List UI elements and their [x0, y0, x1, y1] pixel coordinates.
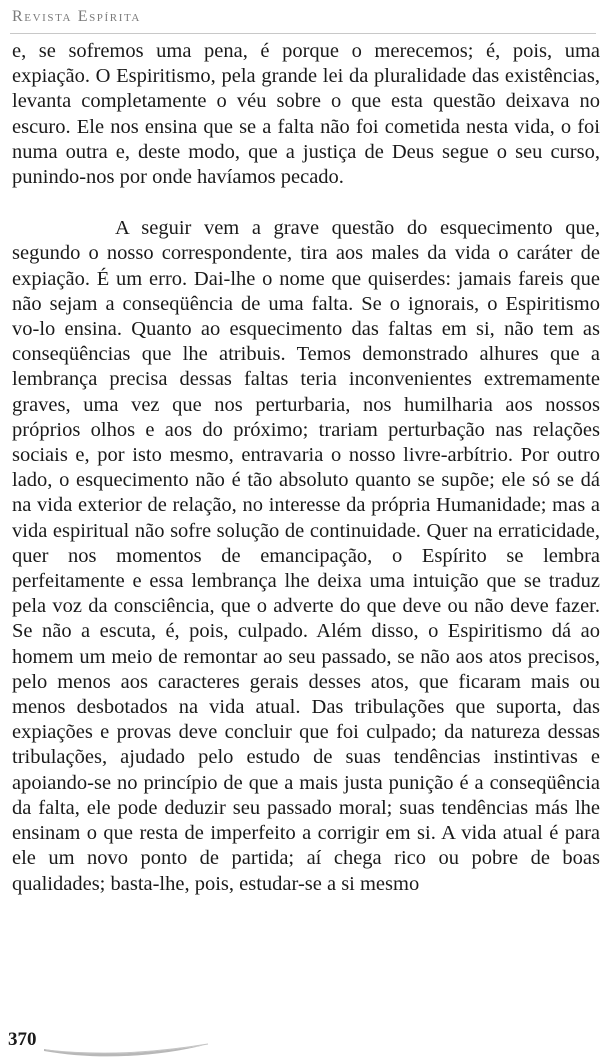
page-swoosh-ornament [0, 1036, 606, 1059]
body-text [12, 39, 600, 897]
header-rule [10, 33, 596, 34]
page-number: 370 [8, 1029, 37, 1050]
paragraph-1: e, se sofremos uma pena, é porque o merecemos; é, pois, uma expiação. O Espiritismo, pela grande lei da pluralidade das existências, levanta completamente o véu sobre o que esta questão deixava no escuro. Ele nos ensina que se a falta não foi cometida nesta vida, o foi numa outra e, deste modo, que a justiça de Deus segue o seu curso, punindo-nos por onde havíamos pecado. [12, 40, 600, 189]
running-header: Revista Espírita [12, 8, 141, 25]
paragraph-2: A seguir vem a grave questão do esquecimento que, segundo o nosso correspondente, tira aos males da vida o caráter de expiação. É um erro. Dai-lhe o nome que quiserdes: jamais fareis que não sejam a conseqüência de uma falta. Se o ignorais, o Espiritismo vo-lo ensina. Quanto ao esquecimento das faltas em si, não tem as conseqüências que lhe atribuis. Temos demonstrado alhures que a lembrança precisa dessas faltas teria inconvenientes extremamente graves, uma vez que nos perturbaria, nos humilharia aos nossos próprios olhos e aos do próximo; trariam perturbação nas relações sociais e, por isto mesmo, entravaria o nosso livre-arbítrio. Por outro lado, o esquecimento não é tão absoluto quanto se supõe; ele só se dá na vida exterior de relação, no interesse da própria Humanidade; mas a vida espiritual não sofre solução de continuidade. Quer na erraticidade, quer nos momentos de emancipação, o Espírito se lembra perfeitamente e essa lembrança lhe deixa uma intuição que se traduz pela voz da consciência, que o adverte do que deve ou não deve fazer. Se não a escuta, é, pois, culpado. Além disso, o Espiritismo dá ao homem um meio de remontar ao seu passado, se não aos atos precisos, pelo menos aos caracteres gerais desses atos, que ficaram mais ou menos desbotados na vida atual. Das tribulações que suporta, das expiações e provas deve concluir que foi culpado; da natureza dessas tribulações, ajudado pelo estudo de suas tendências instintivas e apoiando-se no princípio de que a mais justa punição é a conseqüência da falta, ele pode deduzir seu passado moral; suas tendências más lhe ensinam o que resta de imperfeito a corrigir em si. A vida atual é para ele um novo ponto de partida; aí chega rico ou pobre de boas qualidades; basta-lhe, pois, estudar-se a si mesmo [12, 217, 600, 895]
